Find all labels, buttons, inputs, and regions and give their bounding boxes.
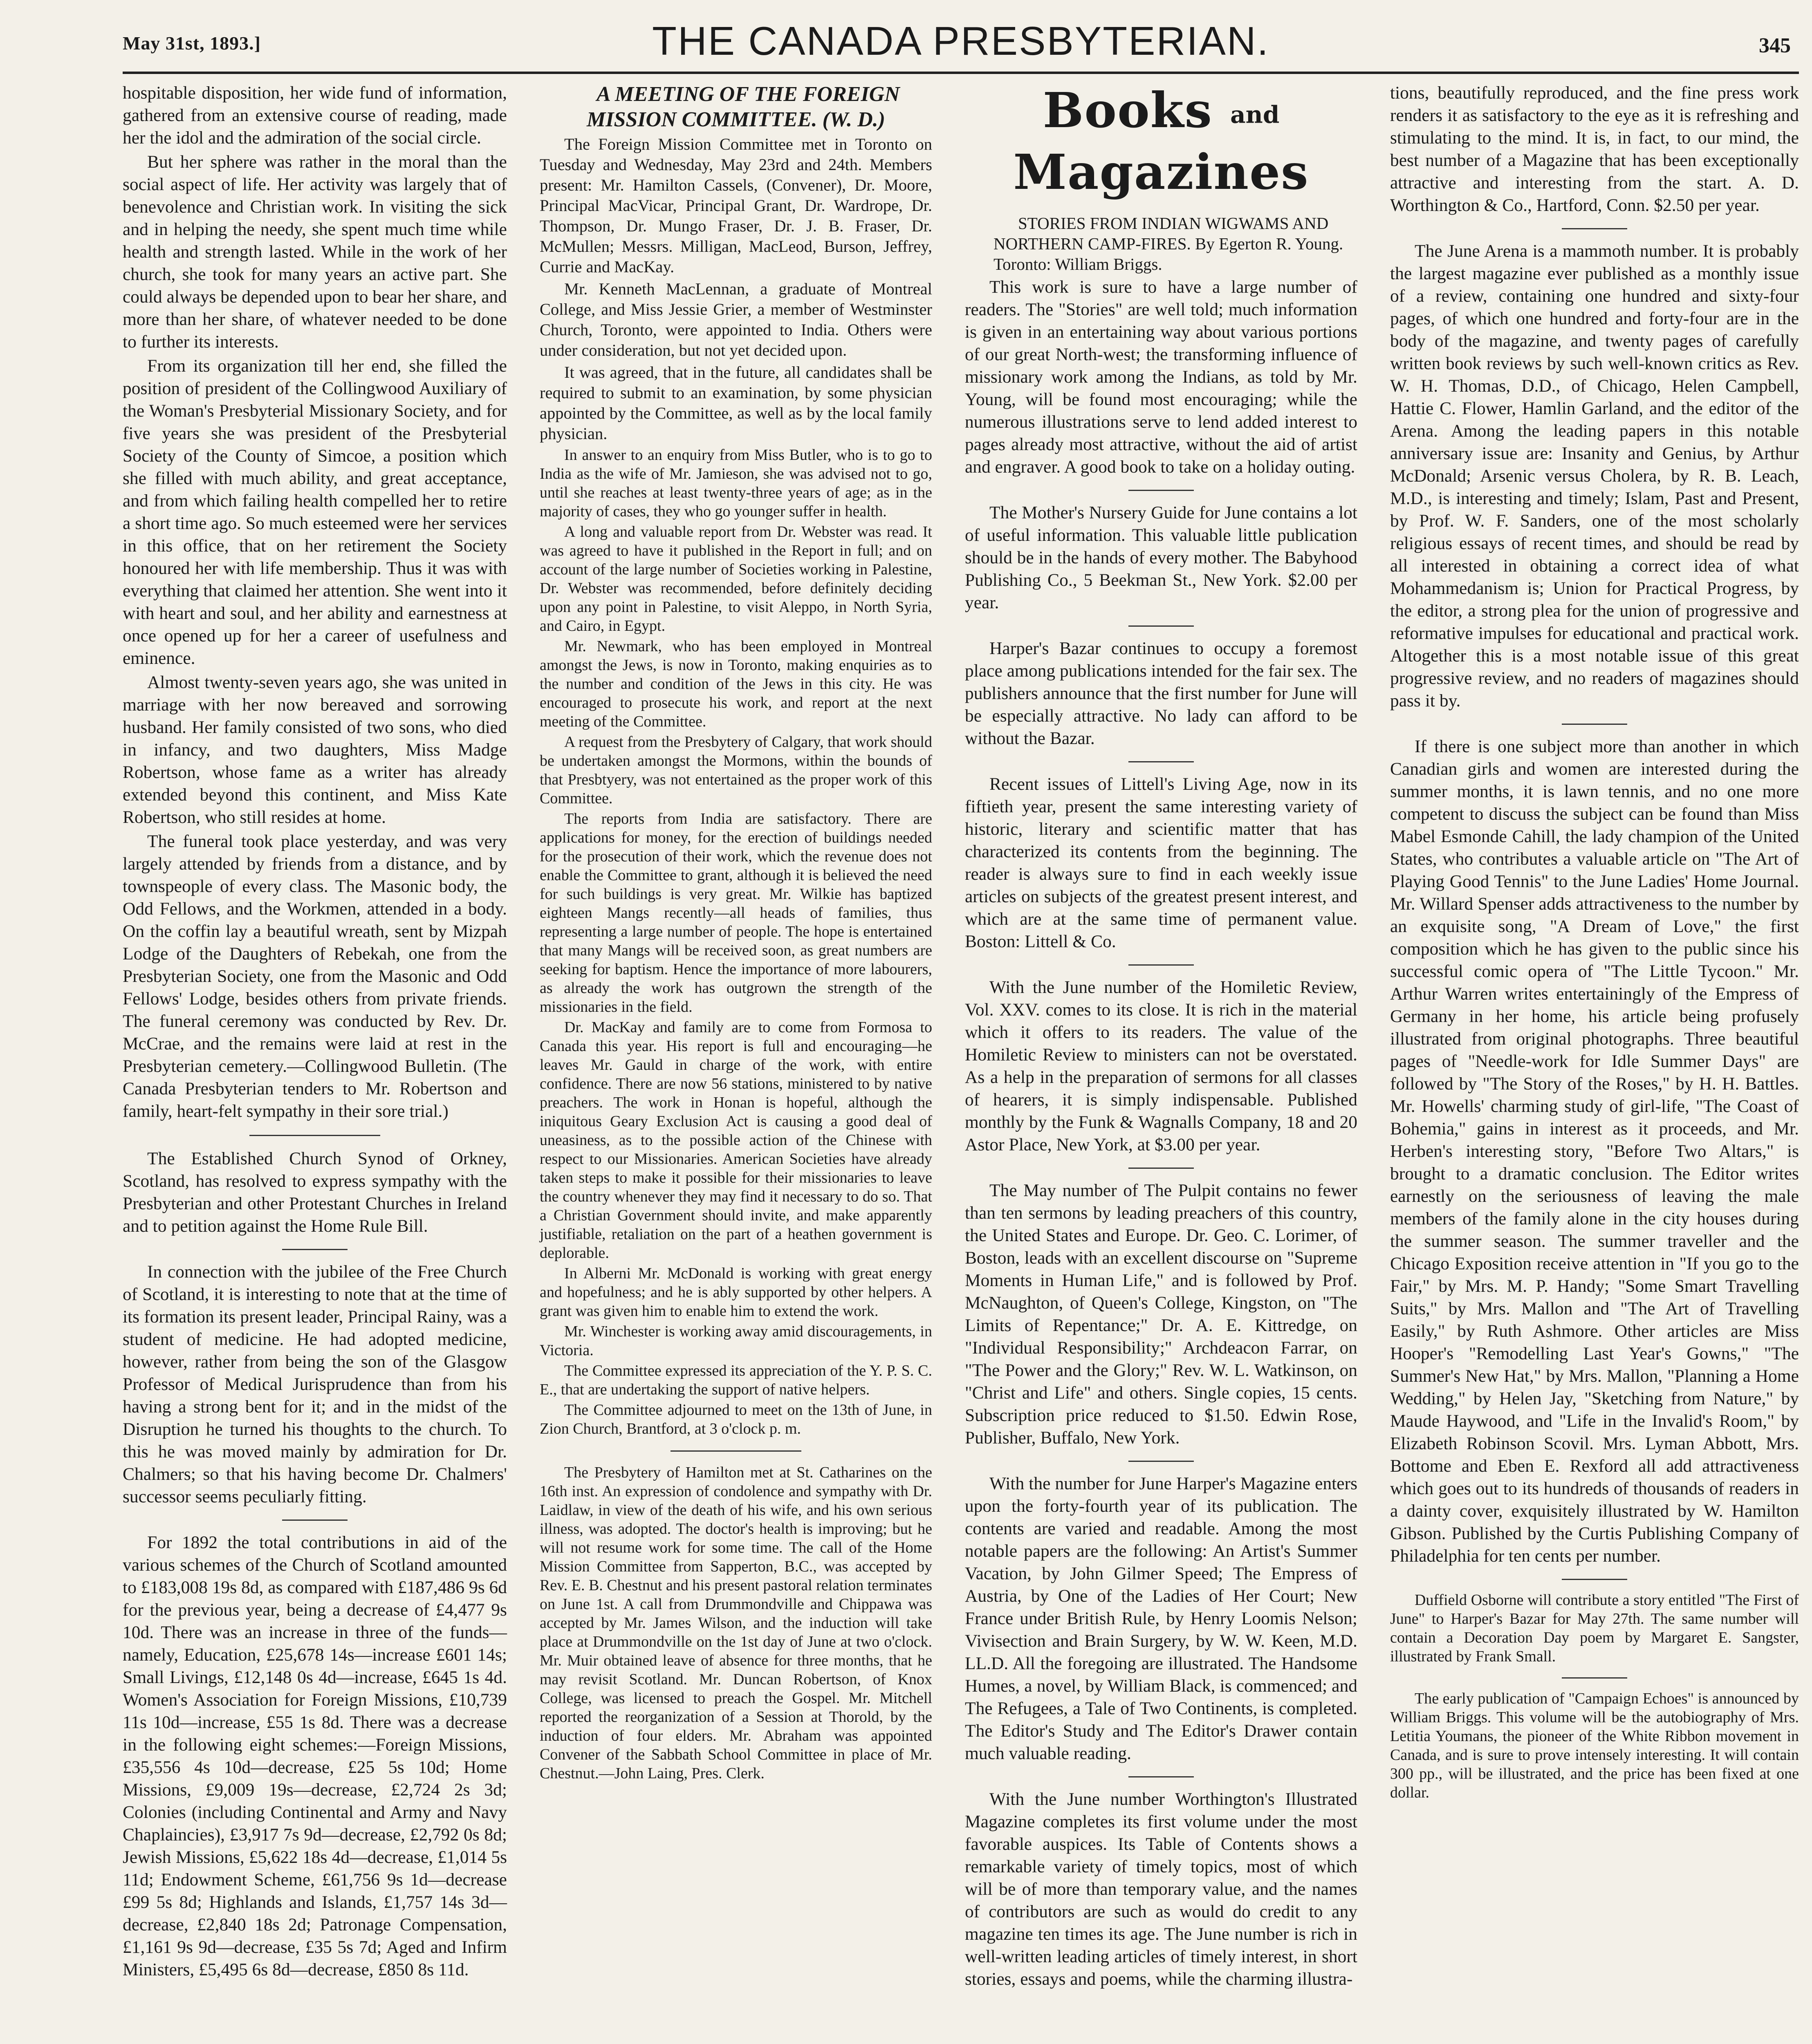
paragraph: In connection with the jubilee of the Free Church of Scotland, it is interesting to note that at the time of its formation its present leader, Principal Rainy, was a student of medicine. He had adopted medicine, however, rather from being the son of the Glasgow Professor of Medical Jurisprudence than from his having a strong bent for it; and in the midst of the Disruption he turned his thoughts to the church. To this he was moved mainly by admiration for Dr. Chalmers; so that his having become Dr. Chalmers' successor seems peculiarly fitting. [123,1262,507,1506]
paragraph: Recent issues of Littell's Living Age, now in its fiftieth year, present the same interesting variety of historic, literary and scientific matter that has characterized its contents from the beginning. The reader is always sure to find in each weekly issue articles on subjects of the greatest present interest, and which are at the same time of permanent value. Boston: Littell & Co. [965,774,1357,951]
paragraph: hospitable disposition, her wide fund of information, gathered from an extensive course of reading, made her the idol and the admiration of the social circle. [123,83,507,148]
paragraph: The Established Church Synod of Orkney, Scotland, has resolved to express sympathy with the Presbyterian and other Protestant Churches in Ireland and to petition against the Home Rule Bill. [123,1149,507,1236]
paragraph: Mr. Winchester is working away amid discouragements, in Victoria. [540,1323,932,1359]
paragraph: The reports from India are satisfactory. There are applications for money, for the erection of buildings needed for the prosecution of their work, which the revenue does not enable the Committee to grant, although it is believed the need for such buildings is very great. Mr. Wilkie has baptized eighteen Mangs recently—all heads of families, thus representing a large number of people. The hope is entertained that many Mangs will be received soon, as great numbers are seeking for baptism. Hence the importance of more labourers, as already the work has outgrown the strength of the missionaries in the field. [540,810,932,1015]
column-3 [965,82,1357,1990]
paragraph: The Committee adjourned to meet on the 13th of June, in Zion Church, Brantford, at 3 o'clock p. m. [540,1401,932,1437]
paragraph: In answer to an enquiry from Miss Butler, who is to go to India as the wife of Mr. Jamieson, she was advised not to go, until she reaches at least twenty-three years of age; as in the majority of cases, they who go younger suffer in health. [540,446,932,520]
paragraph: This work is sure to have a large number of readers. The "Stories" are well told; much information is given in an entertaining way about various portions of our great North-west; the transforming influence of missionary work among the Indians, as told by Mr. Young, will be found most encouraging; while the numerous illustrations serve to lend added interest to pages already most attractive, without the aid of artist and engraver. A good book to take on a holiday outing. [965,277,1357,477]
paragraph: In Alberni Mr. McDonald is working with great energy and hopefulness; and he is ably supported by other helpers. A grant was given him to enable him to extend the work. [540,1265,932,1320]
separator-rule [1128,1168,1194,1169]
separator-rule [1562,1677,1627,1679]
separator-rule [282,1520,348,1521]
paragraph: Duffield Osborne will contribute a story entitled "The First of June" to Harper's Bazar for May 27th. The same number will contain a Decoration Day poem by Margaret E. Sangster, illustrated by Frank Small. [1390,1591,1799,1665]
separator-rule [1562,228,1627,229]
paragraph: tions, beautifully reproduced, and the fine press work renders it as satisfactory to the eye as it is refreshing and stimulating to the mind. It is, in fact, to our mind, the best number of a Magazine that has been exceptionally attractive and interesting from the start. A. D. Worthington & Co., Hartford, Conn. $2.50 per year. [1390,83,1799,215]
paragraph: With the June number Worthington's Illustrated Magazine completes its first volume under the most favorable auspices. Its Table of Contents shows a remarkable variety of timely topics, most of which will be of more than temporary value, and the names of contributors are such as would do credit to any magazine ten times its age. The June number is rich in well-written leading articles of timely interest, in short stories, essays and poems, while the charming illustra- [965,1789,1357,1989]
paragraph: The early publication of "Campaign Echoes" is announced by William Briggs. This volume will be the autobiography of Mrs. Letitia Youmans, the pioneer of the White Ribbon movement in Canada, and is sure to prove intensely interesting. It will contain 300 pp., will be illustrated, and the price has been fixed at one dollar. [1390,1690,1799,1801]
paragraph: Mr. Newmark, who has been employed in Montreal amongst the Jews, is now in Toronto, making enquiries as to the number and condition of the Jews in this city. He was encouraged to prosecute his work, and report at the next meeting of the Committee. [540,638,932,730]
paragraph: Almost twenty-seven years ago, she was united in marriage with her now bereaved and sorrowing husband. Her family consisted of two sons, who died in infancy, and two daughters, Miss Madge Robertson, whose fame as a writer has already extended beyond this continent, and Miss Kate Robertson, who still resides at home. [123,672,507,827]
paragraph: The June Arena is a mammoth number. It is probably the largest magazine ever published as a monthly issue of a review, containing one hundred and sixty-four pages, of which one hundred and forty-four are in the body of the magazine, and twenty pages of carefully written book reviews by such well-known critics as Rev. W. H. Thomas, D.D., of Chicago, Helen Campbell, Hattie C. Flower, Hamlin Garland, and the editor of the Arena. Among the leading papers in this notable anniversary issue are: Insanity and Genius, by Arthur McDonald; Arsenic versus Cholera, by R. B. Leach, M.D., is interesting and timely; Islam, Past and Present, by Prof. W. F. Sanders, one of the most scholarly religious essays of recent times, and should be read by all interested in obtaining a correct idea of what Mohammedanism is; Union for Practical Progress, by the editor, a strong plea for the union of progressive and reformative impulses for educational and practical work. Altogether this is a most notable issue of this great progressive review, and no readers of magazines should pass it by. [1390,241,1799,710]
separator-rule [1128,490,1194,491]
column-2 [540,82,932,1783]
separator-rule [1128,625,1194,627]
separator-rule [1128,964,1194,966]
paragraph: From its organization till her end, she filled the position of president of the Collingwood Auxiliary of the Woman's Presbyterial Missionary Society, and for five years she was president of the Presbyterial Society of the County of Simcoe, a position which she filled with much ability, and great acceptance, and from which failing health compelled her to retire a short time ago. So much esteemed were her services in this office, that on her retirement the Society honoured her with life membership. Thus it was with everything that claimed her attention. She went into it with heart and soul, and her ability and earnestness at once opened up for her a career of usefulness and eminence. [123,356,507,668]
section-title-magazines: Magazines [1013,143,1309,200]
separator-rule [1128,1461,1194,1462]
separator-rule [1128,1776,1194,1777]
paragraph: But her sphere was rather in the moral than the social aspect of life. Her activity was largely that of benevolence and Christian work. In visiting the sick and in helping the needy, she spent much time while health and strength lasted. While in the work of her church, she took for many years an active part. She could always be depended upon to bear her share, and more than her share, of whatever needed to be done to further its interests. [123,152,507,352]
paragraph: The Mother's Nursery Guide for June contains a lot of useful information. This valuable little publication should be in the hands of every mother. The Babyhood Publishing Co., 5 Beekman St., New York. $2.00 per year. [965,502,1357,612]
article-heading: A MEETING OF THE FOREIGN MISSION COMMITTEE. (W. D.) [586,83,900,131]
masthead [123,10,1799,71]
book-heading: STORIES FROM INDIAN WIGWAMS AND NORTHERN CAMP-FIRES. By Egerton R. Young. Toronto: William Briggs. [993,213,1343,273]
paragraph: If there is one subject more than another in which Canadian girls and women are interested during the summer months, it is lawn tennis, and no one more competent to discuss the subject can be found than Miss Mabel Esmonde Cahill, the lady champion of the United States, who contributes a valuable article on "The Art of Playing Good Tennis" to the June Ladies' Home Journal. Mr. Willard Spenser adds attractiveness to the number by an exquisite song, "A Dream of Love," the first composition which he has given to the public since his successful comic opera of "The Little Tycoon." Mr. Arthur Warren writes entertainingly of the Empress of Germany in her home, his article being profusely illustrated from original photographs. Three beautiful pages of "Needle-work for Idle Summer Days" are followed by "The Story of the Roses," by H. H. Battles. Mr. Howells' charming study of girl-life, "The Coast of Bohemia," gains in interest as it proceeds, and Mr. Herben's interesting story, "Before Two Altars," is brought to a dramatic conclusion. The Editor writes earnestly on the seriousness of leaving the male members of the family alone in the city houses during the summer season. The summer traveller and the Chicago Exposition receive attention in "If you go to the Fair," by Mrs. M. P. Handy; "Some Smart Travelling Suits," by Mrs. Mallon and "The Art of Travelling Easily," by Ruth Ashmore. Other articles are Miss Hooper's "Remodelling Last Year's Gowns," "The Summer's New Hat," by Mrs. Mallon, "Planning a Home Wedding," by Helen Jay, "Sketching from Nature," by Maude Haywood, and "Life in the Invalid's Room," by Elizabeth Robinson Scovil. Mrs. Lyman Abbott, Mrs. Bottome and Eben E. Rexford all add attractiveness which goes out to its hundreds of thousands of readers in a dainty cover, exquisitely illustrated by W. Hamilton Gibson. Published by the Curtis Publishing Company of Philadelphia for ten cents per number. [1390,737,1799,1566]
paragraph: With the number for June Harper's Magazine enters upon the forty-fourth year of its publication. The contents are varied and readable. Among the most notable papers are the following: An Artist's Summer Vacation, by John Gilmer Speed; The Empress of Austria, by One of the Ladies of Her Court; New France under British Rule, by Henry Loomis Nelson; Vivisection and Brain Surgery, by W. W. Keen, M.D. LL.D. All the foregoing are illustrated. The Handsome Humes, a novel, by William Black, is commenced; and The Refugees, a Tale of Two Continents, is completed. The Editor's Study and The Editor's Drawer contain much valuable reading. [965,1473,1357,1763]
paragraph: The Foreign Mission Committee met in Toronto on Tuesday and Wednesday, May 23rd and 24th. Members present: Mr. Hamilton Cassels, (Convener), Dr. Moore, Principal MacVicar, Principal Grant, Dr. Wardrope, Dr. Thompson, Dr. Mungo Fraser, Dr. J. B. Fraser, Dr. McMullen; Messrs. Milligan, MacLeod, Burson, Jeffrey, Currie and MacKay. [540,135,932,276]
separator-rule [1562,724,1627,725]
page-number: 345 [1759,34,1791,57]
books-and-magazines-title [965,82,1357,201]
separator-rule [249,1135,380,1136]
column-4 [1390,82,1799,1802]
paragraph: The Committee expressed its appreciation of the Y. P. S. C. E., that are undertaking the support of native helpers. [540,1362,932,1398]
section-title-books: Books [1043,82,1213,139]
paragraph: Mr. Kenneth MacLennan, a graduate of Montreal College, and Miss Jessie Grier, a member of Westminster Church, Toronto, were appointed to India. Others were under consideration, but not yet decided upon. [540,280,932,359]
separator-rule [1128,761,1194,762]
paragraph: The May number of The Pulpit contains no fewer than ten sermons by leading preachers of this country, the United States and Europe. Dr. Geo. C. Lorimer, of Boston, leads with an excellent discourse on "Supreme Moments in Human Life," and is followed by Prof. McNaughton, of Queen's College, Kingston, on "The Limits of Repentance;" Dr. A. E. Kittredge, on "Individual Responsibility;" Archdeacon Farrar, on "The Power and the Glory;" Rev. W. L. Watkinson, on "Christ and Life" and others. Single copies, 15 cents. Subscription price reduced to $1.50. Edwin Rose, Publisher, Buffalo, New York. [965,1180,1357,1448]
paragraph: The funeral took place yesterday, and was very largely attended by friends from a distance, and by townspeople of every class. The Masonic body, the Odd Fellows, and the Workmen, attended in a body. On the coffin lay a beautiful wreath, sent by Mizpah Lodge of the Daughters of Rebekah, one from the Presbyterian Society, one from the Masonic and Odd Fellows' Lodge, besides others from private friends. The funeral ceremony was conducted by Rev. Dr. McCrae, and the remains were laid at rest in the Presbyterian cemetery.—Collingwood Bulletin. (The Canada Presbyterian tenders to Mr. Robertson and family, heart-felt sympathy in their sore trial.) [123,831,507,1121]
paragraph: With the June number of the Homiletic Review, Vol. XXV. comes to its close. It is rich in the material which it offers to its readers. The value of the Homiletic Review to ministers can not be overstated. As a help in the preparation of sermons for all classes of hearers, it is simply indispensable. Published monthly by the Funk & Wagnalls Company, 18 and 20 Astor Place, New York, at $3.00 per year. [965,977,1357,1154]
paragraph: A long and valuable report from Dr. Webster was read. It was agreed to have it published in the Report in full; and on account of the large number of Societies working in Palestine, Dr. Webster was recommended, before definitely deciding upon any point in Palestine, to visit Aleppo, in North Syria, and Cairo, in Egypt. [540,523,932,634]
separator-rule [282,1249,348,1250]
paragraph: It was agreed, that in the future, all candidates shall be required to submit to an examination, by some physician appointed by the Committee, as well as by the local family physician. [540,363,932,443]
section-title-and: and [1230,101,1280,129]
paragraph: For 1892 the total contributions in aid of the various schemes of the Church of Scotland amounted to £183,008 19s 8d, as compared with £187,486 9s 6d for the previous year, being a decrease of £4,477 9s 10d. There was an increase in three of the funds—namely, Education, £25,678 14s—increase £601 14s; Small Livings, £12,148 0s 4d—increase, £645 1s 4d. Women's Association for Foreign Missions, £10,739 11s 10d—increase, £55 1s 8d. There was a decrease in the following eight schemes:—Foreign Missions, £35,556 4s 10d—decrease, £25 5s 10d; Home Missions, £9,009 19s—decrease, £2,724 2s 3d; Colonies (including Continental and Army and Navy Chaplaincies), £3,917 7s 9d—decrease, £2,792 0s 8d; Jewish Missions, £5,622 18s 4d—decrease, £1,014 5s 11d; Endowment Scheme, £61,756 9s 1d—decrease £99 5s 8d; Highlands and Islands, £1,757 14s 3d—decrease, £2,840 18s 2d; Patronage Compensation, £1,161 9s 9d—decrease, £35 5s 7d; Aged and Infirm Ministers, £5,495 6s 8d—decrease, £850 8s 11d. [123,1533,507,1979]
masthead-rule [123,72,1799,74]
paragraph: Dr. MacKay and family are to come from Formosa to Canada this year. His report is full and encouraging—he leaves Mr. Gauld in charge of the work, with entire confidence. There are now 56 stations, ministered to by native preachers. The work in Honan is hopeful, although the iniquitous Geary Exclusion Act is causing a good deal of uneasiness, as to the possible action of the Chinese with respect to our Missionaries. American Societies have already taken steps to make it possible for their missionaries to leave the country whenever they may find it necessary to do so. That a Christian Government should invite, and make apparently justifiable, retaliation on the part of a heathen government is deplorable. [540,1019,932,1262]
separator-rule [671,1450,801,1452]
column-1 [123,82,507,1981]
paragraph: The Presbytery of Hamilton met at St. Catharines on the 16th inst. An expression of condolence and sympathy with Dr. Laidlaw, in view of the death of his wife, and his own serious illness, was adopted. The doctor's health is improving; but he will not resume work for some time. The call of the Home Mission Committee from Sapperton, B.C., was accepted by Rev. E. B. Chestnut and his present pastoral relation terminates on June 1st. A call from Drummondville and Chippawa was accepted by Mr. James Wilson, and the induction will take place at Drummondville on the 1st day of June at two o'clock. Mr. Muir obtained leave of absence for three months, that he may revisit Scotland. Mr. Duncan Robertson, of Knox College, was licensed to preach the Gospel. Mr. Mitchell reported the reorganization of a Session at Thorold, by the induction of four elders. Mr. Abraham was appointed Convener of the Sabbath School Committee in place of Mr. Chestnut.—John Laing, Pres. Clerk. [540,1464,932,1782]
paragraph: Harper's Bazar continues to occupy a foremost place among publications intended for the fair sex. The publishers announce that the first number for June will be especially attractive. No lady can afford to be without the Bazar. [965,638,1357,748]
paragraph: A request from the Presbytery of Calgary, that work should be undertaken amongst the Mormons, within the bounds of that Presbtyery, was not entertained as the proper work of this Committee. [540,733,932,807]
separator-rule [1562,1579,1627,1580]
issue-date: May 31st, 1893.] [123,33,261,54]
newspaper-title: THE CANADA PRESBYTERIAN. [652,18,1269,63]
